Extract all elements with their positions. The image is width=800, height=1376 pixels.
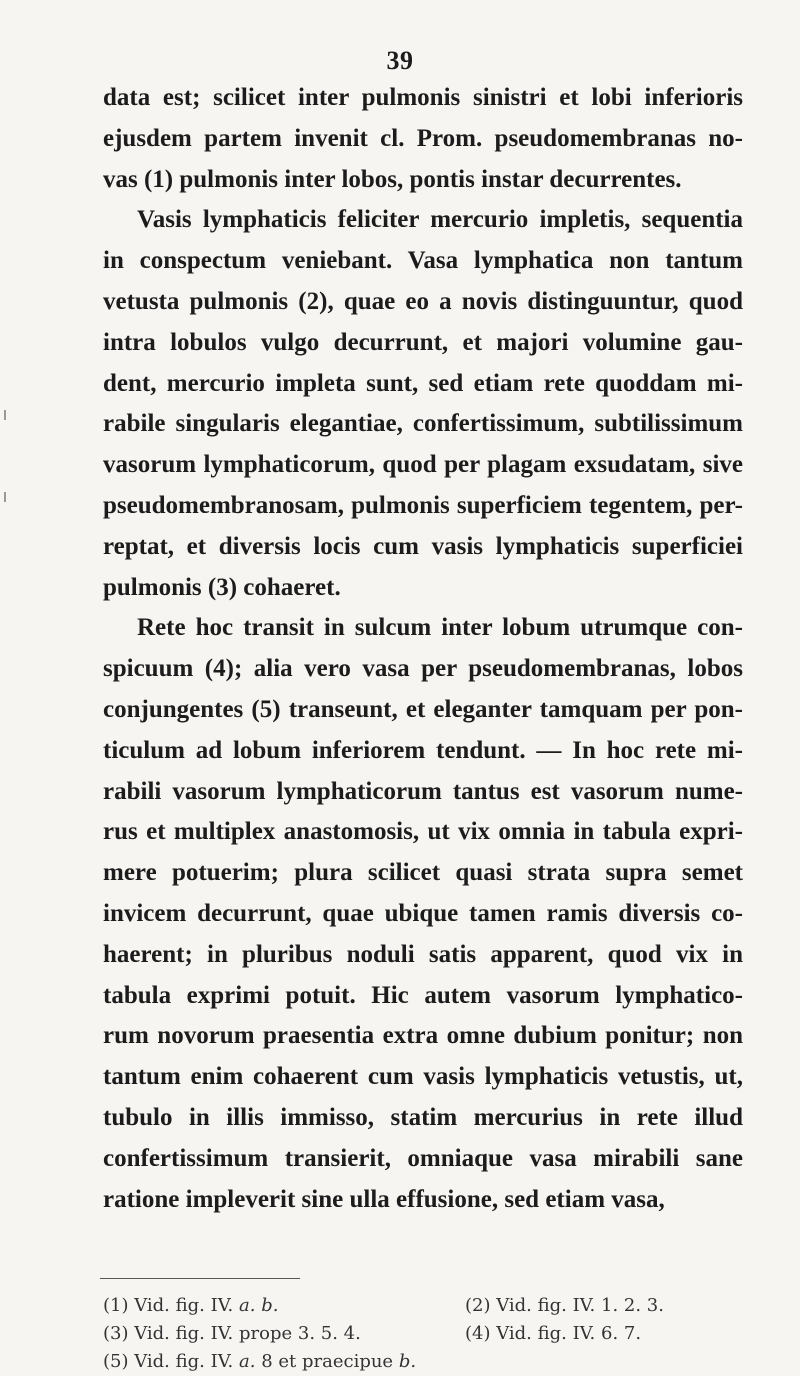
footnote-2: (2) Vid. fig. IV. 1. 2. 3. xyxy=(465,1295,664,1316)
text-line: data est; scilicet inter pulmonis sinistri et lobi inferioris xyxy=(103,84,743,111)
text-line: ejusdem partem invenit cl. Prom. pseudomembranas no- xyxy=(103,124,743,152)
footnote-3: (3) Vid. fig. IV. prope 3. 5. 4. xyxy=(103,1323,361,1344)
footnote-row xyxy=(103,1348,743,1376)
footnote-row xyxy=(103,1320,743,1348)
text-line: spicuum (4); alia vero vasa per pseudomembranas, lobos xyxy=(103,655,743,683)
footnotes xyxy=(103,1292,743,1376)
text-line: tubulo in illis immisso, statim mercurius in rete illud xyxy=(103,1103,743,1131)
text-line: haerent; in pluribus noduli satis apparent, quod vix in xyxy=(103,940,743,968)
text-line: rabili vasorum lymphaticorum tantus est vasorum nume- xyxy=(103,777,743,805)
text-line: rum novorum praesentia extra omne dubium ponitur; non xyxy=(103,1022,743,1050)
margin-mark xyxy=(4,492,10,502)
margin-mark xyxy=(4,410,10,420)
text-line: reptat, et diversis locis cum vasis lymphaticis superficiei xyxy=(103,532,743,560)
text-line: vas (1) pulmonis inter lobos, pontis instar decurrentes. xyxy=(103,165,682,193)
text-line: ticulum ad lobum inferiorem tendunt. — In hoc rete mi- xyxy=(103,736,743,764)
text-line: rus et multiplex anastomosis, ut vix omnia in tabula expri- xyxy=(103,818,743,846)
text-line: pulmonis (3) cohaeret. xyxy=(103,573,341,601)
text-line: tantum enim cohaerent cum vasis lymphaticis vetustis, ut, xyxy=(103,1063,743,1091)
footnote-4: (4) Vid. fig. IV. 6. 7. xyxy=(465,1323,642,1344)
text-line: invicem decurrunt, quae ubique tamen ramis diversis co- xyxy=(103,899,743,927)
text-line: mere potuerim; plura scilicet quasi strata supra semet xyxy=(103,859,743,887)
text-line: conjungentes (5) transeunt, et eleganter tamquam per pon- xyxy=(103,695,743,723)
text-line: vetusta pulmonis (2), quae eo a novis distinguuntur, quod xyxy=(103,287,743,315)
text-line: dent, mercurio impleta sunt, sed etiam rete quoddam mi- xyxy=(103,369,743,397)
page-number: 39 xyxy=(386,46,414,75)
text-line: pseudomembranosam, pulmonis superficiem tegentem, per- xyxy=(103,491,743,519)
text-line: ratione impleverit sine ulla effusione, sed etiam vasa, xyxy=(103,1185,665,1213)
text-line: tabula exprimi potuit. Hic autem vasorum lymphatico- xyxy=(103,981,743,1009)
text-line: in conspectum veniebant. Vasa lymphatica non tantum xyxy=(103,247,743,275)
footnote-5: (5) Vid. fig. IV. a. 8 et praecipue b. xyxy=(103,1351,417,1372)
body-text xyxy=(103,78,743,1220)
footnote-separator xyxy=(100,1278,300,1279)
footnote-1: (1) Vid. fig. IV. a. b. xyxy=(103,1295,279,1316)
text-line: confertissimum transierit, omniaque vasa mirabili sane xyxy=(103,1144,743,1172)
text-line: intra lobulos vulgo decurrunt, et majori volumine gau- xyxy=(103,328,743,356)
footnote-row xyxy=(103,1292,743,1320)
text-line: Vasis lymphaticis feliciter mercurio impletis, sequentia xyxy=(137,206,743,234)
text-line: Rete hoc transit in sulcum inter lobum utrumque con- xyxy=(137,614,743,642)
text-line: rabile singularis elegantiae, confertissimum, subtilissimum xyxy=(103,410,743,438)
text-line: vasorum lymphaticorum, quod per plagam exsudatam, sive xyxy=(103,451,743,479)
